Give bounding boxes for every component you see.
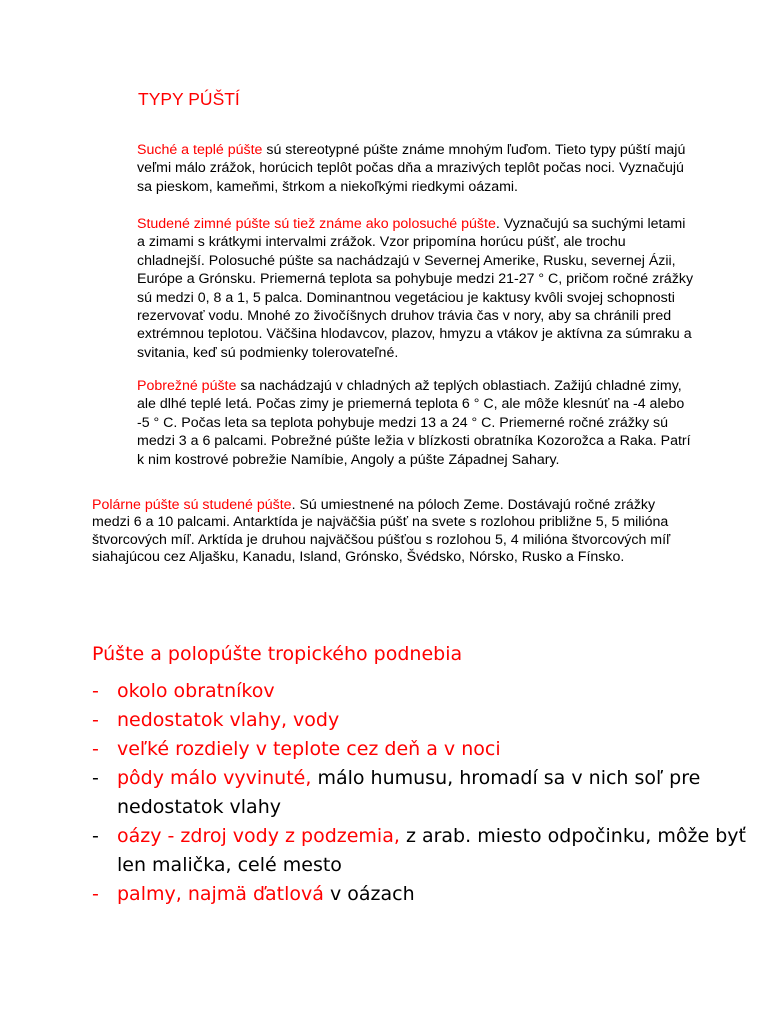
paragraph-text: . Vyznačujú sa suchými letami a zimami s krátkymi intervalmi zrážok. Vzor pripomína horúcu púšť, ale trochu chladnejší. Polosuché púšte sa nachádzajú v Severnej Amerike, Rusku, severnej Ázii, Európe a Grónsku. Priemerná teplota sa pohybuje medzi 21-27 ° C, pričom ročné zrážky sú medzi 0, 8 a 1, 5 palca. Dominantnou vegetáciou je kaktusy kvôli svojej schopnosti rezervovať vodu. Mnohé zo živočíšnych druhov trávia čas v nory, aby sa chránili pred extrémnou teplotou. Väčšina hlodavcov, plazov, hmyzu a vtákov je aktívna za súmraku a svitania, keď sú podmienky tolerovateľné. [137,216,694,361]
dash-marker: - [92,825,99,847]
bullet-list [92,677,752,909]
paragraph-text: sú stereotypné púšte známe mnohým ľuďom. Tieto typy púští majú veľmi málo zrážok, horúcich teplôt počas dňa a mrazivých teplôt počas noci. Vyznačujú sa pieskom, kameňmi, štrkom a niekoľkými riedkymi oázami. [137,142,686,195]
list-item-red-text: nedostatok vlahy, vody [117,709,340,731]
section-heading: Púšte a polopúšte tropického podnebia [92,643,463,665]
paragraph-highlight: Studené zimné púšte sú tiež známe ako polosuché púšte [137,216,496,232]
paragraph-text: . Sú umiestnené na póloch Zeme. Dostávajú ročné zrážky medzi 6 a 10 palcami. Antarktída je najväčšia púšť na svete s rozlohou približne 5, 5 milióna štvorcových míľ. Arktída je druhou najväčšou púšťou s rozlohou 5, 4 milióna štvorcových míľ siahajúcou cez Aljašku, Kanadu, Island, Grónsko, Švédsko, Nórsko, Rusko a Fínsko. [92,497,671,565]
list-item-text: málo humusu, hromadí sa v nich soľ pre nedostatok vlahy [117,767,701,818]
dash-marker: - [92,680,99,702]
list-item-red-text: palmy, najmä ďatlová [117,883,324,905]
list-item [92,677,752,706]
paragraph-highlight: Polárne púšte sú studené púšte [92,497,292,513]
paragraph-hot-deserts [137,141,697,196]
list-item-text: z arab. miesto odpočinku, môže byť len malička, celé mesto [117,825,746,876]
paragraph-cold-deserts [137,215,697,362]
list-item-red-text: veľké rozdiely v teplote cez deň a v noci [117,738,501,760]
list-item-red-text: okolo obratníkov [117,680,275,702]
dash-marker: - [92,883,99,905]
dash-marker: - [92,738,99,760]
list-item [92,735,752,764]
list-item-red-text: oázy - zdroj vody z podzemia, [117,825,400,847]
tropical-deserts-section [92,641,752,909]
paragraph-text: sa nachádzajú v chladných až teplých oblastiach. Zažijú chladné zimy, ale dlhé teplé letá. Počas zimy je priemerná teplota 6 ° C, ale môže klesnúť na -4 alebo -5 ° C. Počas leta sa teplota pohybuje medzi 13 a 24 ° C. Priemerné ročné zrážky sú medzi 3 a 6 palcami. Pobrežné púšte ležia v blízkosti obratníka Kozorožca a Raka. Patrí k nim kostrové pobrežie Namíbie, Angoly a púšte Západnej Sahary. [137,378,691,468]
list-item [92,880,752,909]
document-title: TYPY PÚŠTÍ [138,89,240,109]
list-item [92,706,752,735]
list-item-text: v oázach [323,883,415,905]
list-item-red-text: pôdy málo vyvinuté, [117,767,312,789]
dash-marker: - [92,767,99,789]
paragraph-highlight: Suché a teplé púšte [137,142,263,158]
paragraph-highlight: Pobrežné púšte [137,378,237,394]
list-item [92,822,752,880]
paragraph-coastal-deserts [137,377,697,469]
paragraph-polar-deserts [92,497,692,566]
dash-marker: - [92,709,99,731]
list-item [92,764,752,822]
